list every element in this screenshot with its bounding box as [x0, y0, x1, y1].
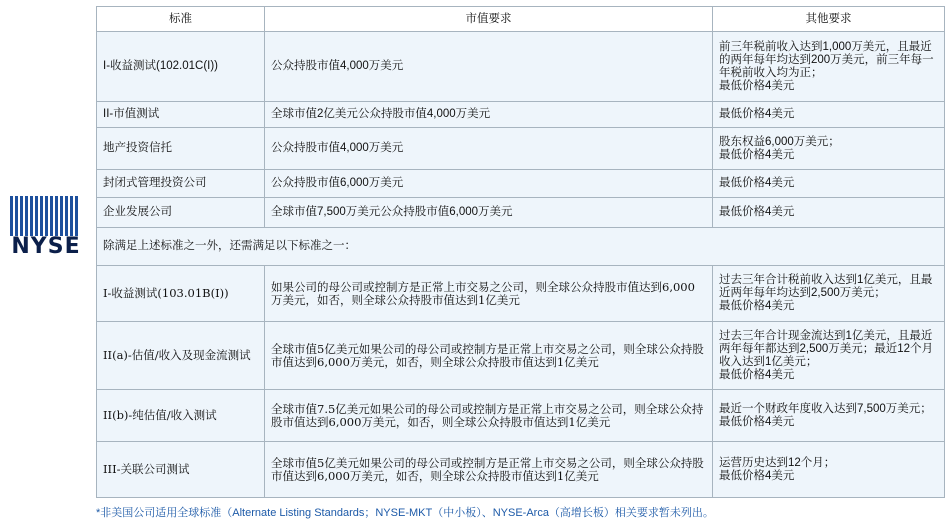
table-row	[97, 322, 945, 390]
table-row	[97, 266, 945, 322]
cell-standard: II(b)-纯估值/收入测试	[97, 390, 265, 442]
table-row	[97, 198, 945, 228]
header-market-cap: 市值要求	[265, 7, 713, 32]
logo-text: NYSE	[11, 234, 81, 259]
cell-market: 全球市值2亿美元公众持股市值4,000万美元	[265, 102, 713, 128]
cell-market: 公众持股市值4,000万美元	[265, 128, 713, 170]
cell-other: 最低价格4美元	[713, 170, 945, 198]
cell-market: 全球市值7,500万美元公众持股市值6,000万美元	[265, 198, 713, 228]
header-standard: 标准	[97, 7, 265, 32]
cell-other: 股东权益6,000万美元； 最低价格4美元	[713, 128, 945, 170]
cell-other: 前三年税前收入达到1,000万美元，且最近的两年每年均达到200万美元，前三年每一年税前收入均为正； 最低价格4美元	[713, 32, 945, 102]
cell-market: 公众持股市值4,000万美元	[265, 32, 713, 102]
cell-standard: III-关联公司测试	[97, 442, 265, 498]
cell-standard: 封闭式管理投资公司	[97, 170, 265, 198]
cell-standard: 企业发展公司	[97, 198, 265, 228]
nyse-logo	[6, 196, 86, 266]
cell-standard: 地产投资信托	[97, 128, 265, 170]
cell-standard: II(a)-估值/收入及现金流测试	[97, 322, 265, 390]
header-other: 其他要求	[713, 7, 945, 32]
table-row	[97, 170, 945, 198]
cell-other: 最低价格4美元	[713, 198, 945, 228]
cell-other: 过去三年合计现金流达到1亿美元，且最近两年每年都达到2,500万美元；最近12个月收入达到1亿美元； 最低价格4美元	[713, 322, 945, 390]
table-row	[97, 102, 945, 128]
cell-market: 全球市值5亿美元如果公司的母公司或控制方是正常上市交易之公司，则全球公众持股市值达到6,000万美元，如否，则全球公众持股市值达到1亿美元	[265, 442, 713, 498]
cell-other: 最低价格4美元	[713, 102, 945, 128]
footnote: *非美国公司适用全球标准（Alternate Listing Standards；NYSE-MKT（中小板）、NYSE-Arca（高增长板）相关要求暂未列出。	[96, 507, 714, 519]
table-row	[97, 390, 945, 442]
cell-market: 如果公司的母公司或控制方是正常上市交易之公司，则全球公众持股市值达到6,000万美元，如否，则全球公众持股市值达到1亿美元	[265, 266, 713, 322]
table-note-row	[97, 228, 945, 266]
cell-standard: II-市值测试	[97, 102, 265, 128]
cell-market: 全球市值7.5亿美元如果公司的母公司或控制方是正常上市交易之公司，则全球公众持股市值达到6,000万美元，如否，则全球公众持股市值达到1亿美元	[265, 390, 713, 442]
table-row	[97, 128, 945, 170]
cell-market: 公众持股市值6,000万美元	[265, 170, 713, 198]
cell-standard: I-收益测试(102.01C(I))	[97, 32, 265, 102]
table-row	[97, 32, 945, 102]
cell-other: 最近一个财政年度收入达到7,500万美元； 最低价格4美元	[713, 390, 945, 442]
logo-bars-icon	[10, 196, 80, 236]
cell-market: 全球市值5亿美元如果公司的母公司或控制方是正常上市交易之公司，则全球公众持股市值达到6,000万美元，如否，则全球公众持股市值达到1亿美元	[265, 322, 713, 390]
cell-other: 运营历史达到12个月； 最低价格4美元	[713, 442, 945, 498]
cell-other: 过去三年合计税前收入达到1亿美元，且最近两年每年均达到2,500万美元； 最低价格4美元	[713, 266, 945, 322]
table-row	[97, 442, 945, 498]
table-header-row	[97, 7, 945, 32]
table-note: 除满足上述标准之一外，还需满足以下标准之一：	[97, 228, 945, 266]
cell-standard: I-收益测试(103.01B(I))	[97, 266, 265, 322]
listing-standards-table	[96, 6, 945, 498]
